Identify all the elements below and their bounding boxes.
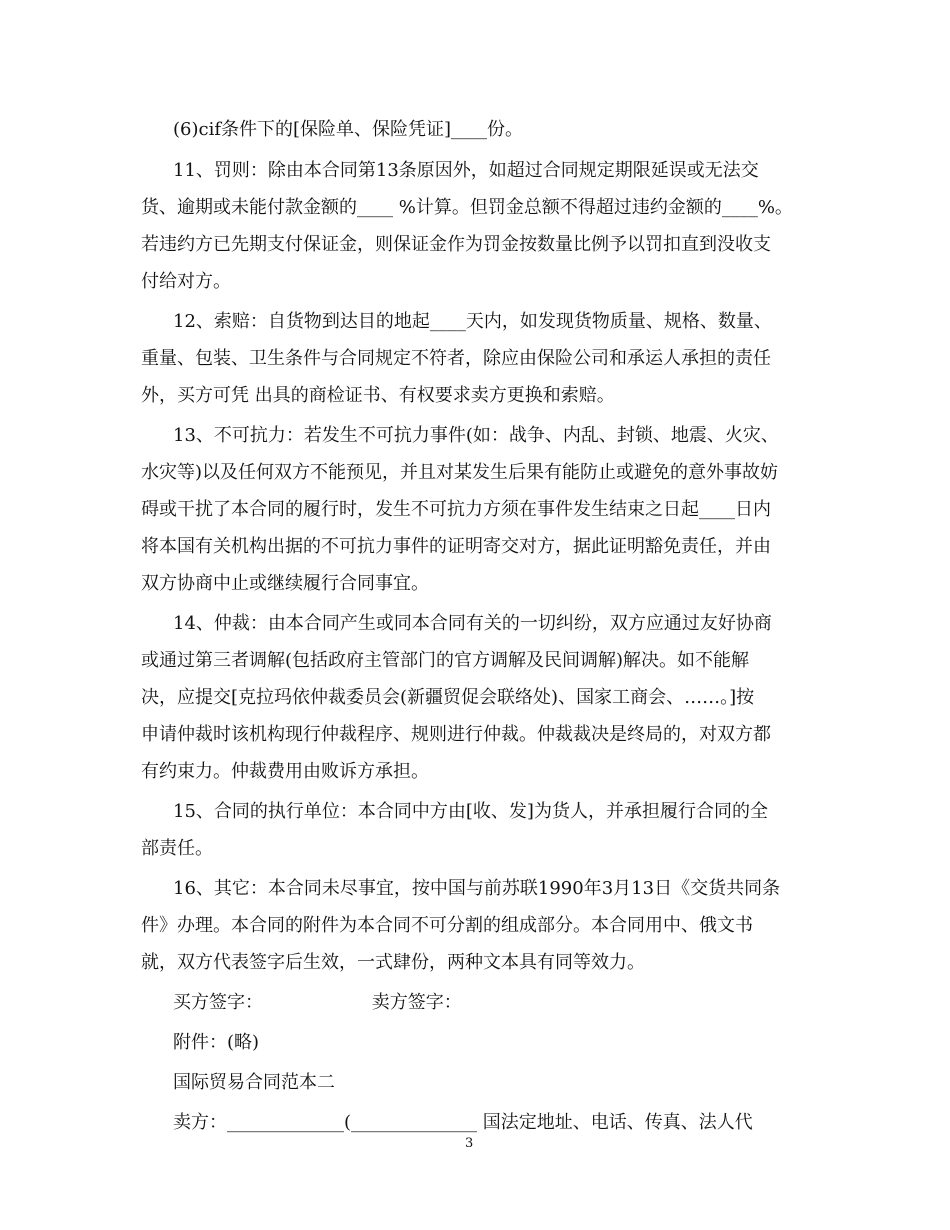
text-line: 15、合同的执行单位：本合同中方由[收、发]为货人，并承担履行合同的全 [173, 801, 768, 822]
text-line: 部责任。 [141, 838, 213, 859]
page-number: 3 [465, 1136, 474, 1151]
text-line: (6)cif条件下的[保险单、保险凭证]____份。 [173, 119, 524, 140]
text-line: 11、罚则：除由本合同第13条原因外，如超过合同规定期限延误或无法交 [173, 160, 759, 181]
text-line: 就，双方代表签字后生效，一式肆份，两种文本具有同等效力。 [141, 952, 645, 973]
text-line: 12、索赔：自货物到达目的地起____天内，如发现货物质量、规格、数量、 [173, 311, 772, 332]
text-line: 申请仲裁时该机构现行仲裁程序、规则进行仲裁。仲裁裁决是终局的，对双方都 [141, 724, 771, 745]
text-line: 水灾等)以及任何双方不能预见，并且对某发生后果有能防止或避免的意外事故妨 [141, 462, 779, 483]
text-line: 或通过第三者调解(包括政府主管部门的官方调解及民间调解)解决。如不能解 [141, 650, 750, 671]
text-line: 若违约方已先期支付保证金，则保证金作为罚金按数量比例予以罚扣直到没收支 [141, 234, 771, 255]
text-line: 重量、包装、卫生条件与合同规定不符者，除应由保险公司和承运人承担的责任 [141, 348, 771, 369]
signature-line: 买方签字： 卖方签字： [173, 992, 462, 1013]
text-line: 有约束力。仲裁费用由败诉方承担。 [141, 761, 429, 782]
section-heading: 国际贸易合同范本二 [173, 1072, 335, 1093]
text-line: 卖方：_____________(______________ 国法定地址、电话、传真、法人代 [173, 1112, 753, 1133]
text-line: 附件：(略) [173, 1032, 260, 1053]
text-line: 货、逾期或未能付款金额的____ %计算。但罚金总额不得超过违约金额的____%。 [141, 197, 793, 218]
text-line: 外，买方可凭 出具的商检证书、有权要求卖方更换和索赔。 [141, 385, 615, 406]
text-line: 将本国有关机构出据的不可抗力事件的证明寄交对方，据此证明豁免责任，并由 [141, 536, 771, 557]
text-line: 双方协商中止或继续履行合同事宜。 [141, 573, 429, 594]
text-line: 件》办理。本合同的附件为本合同不可分割的组成部分。本合同用中、俄文书 [141, 915, 753, 936]
text-line: 13、不可抗力：若发生不可抗力事件(如：战争、内乱、封锁、地震、火灾、 [173, 425, 779, 446]
text-line: 决，应提交[克拉玛依仲裁委员会(新疆贸促会联络处)、国家工商会、……。]按 [141, 687, 755, 708]
text-line: 14、仲裁：由本合同产生或同本合同有关的一切纠纷，双方应通过友好协商 [173, 613, 772, 634]
text-line: 付给对方。 [141, 271, 231, 292]
text-line: 碍或干扰了本合同的履行时，发生不可抗力方须在事件发生结束之日起____日内 [141, 499, 771, 520]
text-line: 16、其它：本合同未尽事宜，按中国与前苏联1990年3月13日《交货共同条 [173, 878, 781, 899]
